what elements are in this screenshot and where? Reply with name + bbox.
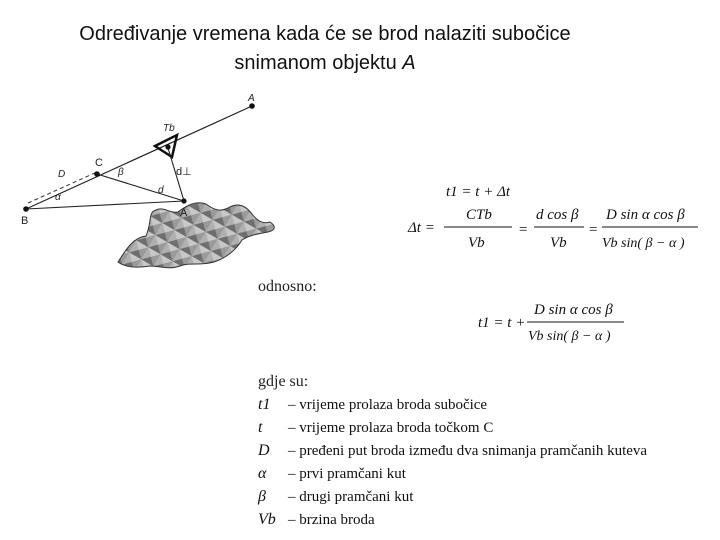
legend-definition: – prvi pramčani kut (288, 466, 406, 482)
title-line-2-text: snimanom objektu (234, 52, 403, 74)
title-line-1: Određivanje vremena kada će se brod nalaziti subočice (79, 23, 571, 45)
label-alpha: α (55, 192, 61, 203)
formula2-num: D sin α cos β (534, 302, 613, 318)
formula1-frac3-den: Vb sin( β − α ) (602, 236, 685, 251)
legend-heading: gdje su: (258, 373, 309, 390)
legend-row (258, 465, 406, 483)
odnosno-text: odnosno: (258, 278, 317, 295)
legend-definition: – vrijeme prolaza broda subočice (288, 397, 488, 413)
formula1-frac1-num: CTb (466, 207, 492, 223)
legend-symbol: β (258, 488, 266, 505)
label-beta: β (118, 167, 124, 178)
label-b: B (21, 215, 29, 227)
formula1-top-line: t1 = t + Δt (446, 184, 511, 200)
legend-definition: – vrijeme prolaza broda točkom C (288, 420, 494, 436)
label-a-top: A (248, 93, 255, 104)
label-a-land: A (180, 207, 188, 219)
formula1-frac1-den: Vb (468, 235, 485, 251)
legend-symbol: D (258, 442, 270, 459)
formula1-eq2: = (588, 222, 599, 238)
legend-symbol: α (258, 465, 267, 482)
formula2-lhs: t1 = t + (478, 315, 526, 331)
label-d-distance: D (58, 169, 66, 180)
label-tb: Tb (163, 123, 175, 134)
formula1-lhs: Δt = (408, 220, 435, 236)
formula1-frac3-num: D sin α cos β (606, 207, 685, 223)
label-d-perp: d⊥ (176, 166, 192, 178)
formula1-frac2-num: d cos β (536, 207, 579, 223)
legend-symbol: Vb (258, 511, 276, 528)
legend-row (258, 511, 375, 529)
formula2-den: Vb sin( β − α ) (528, 329, 611, 344)
legend-row (258, 396, 487, 414)
formula1-frac2-den: Vb (550, 235, 567, 251)
legend-row (258, 488, 413, 506)
label-d: d (158, 185, 164, 196)
legend-definition: – drugi pramčani kut (288, 489, 414, 505)
legend-symbol: t1 (258, 396, 271, 413)
legend-symbol: t (258, 419, 263, 436)
legend-row (258, 442, 647, 460)
title-line-2-var: A (402, 52, 416, 74)
label-c: C (95, 157, 103, 169)
legend-row (258, 419, 493, 437)
legend-definition: – pređeni put broda između dva snimanja pramčanih kuteva (288, 443, 648, 459)
legend-definition: – brzina broda (288, 512, 375, 528)
formula1-eq1: = (518, 222, 529, 238)
